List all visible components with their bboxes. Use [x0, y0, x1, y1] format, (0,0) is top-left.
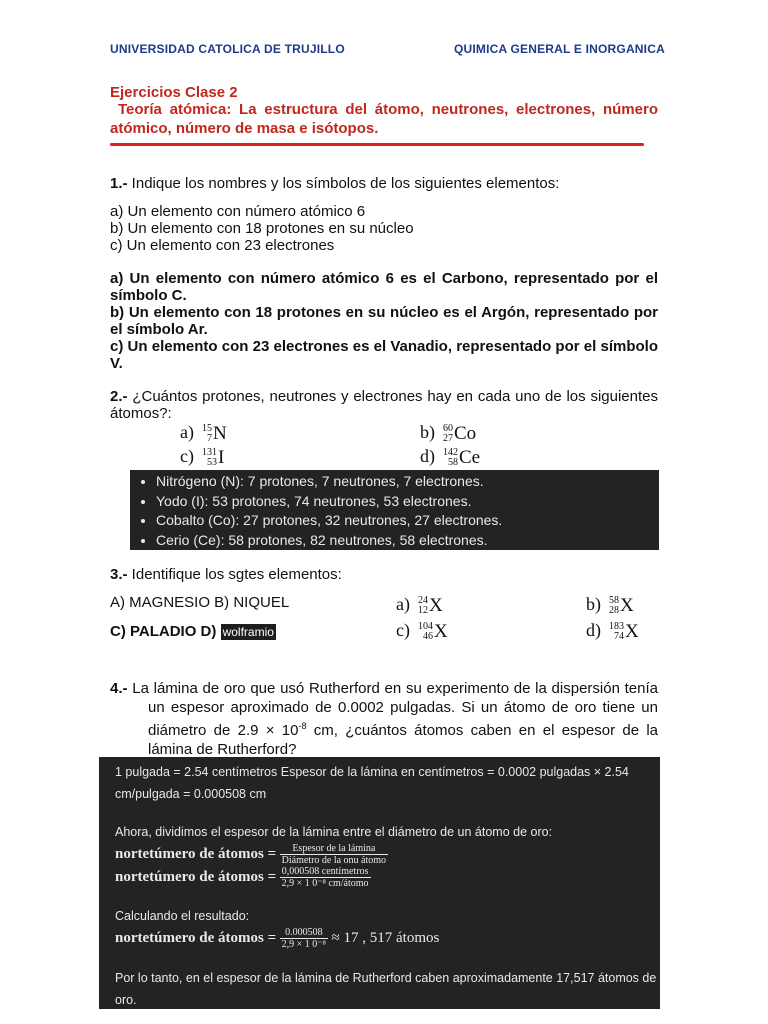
question-2-number: 2.- [110, 388, 128, 405]
list-item: • Cobalto (Co): 27 protones, 32 neutrones, 27 electrones. [156, 511, 659, 531]
atomic-number: 12 [417, 604, 428, 616]
question-3-text: Identifique los sgtes elementos: [127, 566, 342, 583]
question-3-number: 3.- [110, 566, 128, 583]
mass-number: 131 [201, 446, 217, 458]
atom-a [180, 422, 227, 445]
question-3-answer-1: A) MAGNESIO B) NIQUEL [110, 594, 290, 611]
mass-number: 104 [417, 620, 433, 632]
atomic-number: 53 [206, 456, 217, 468]
highlighted-answer: wolframio [222, 625, 274, 639]
question-1-answers [110, 270, 658, 372]
atom-b [586, 594, 634, 617]
question-2-answer-box [130, 470, 659, 550]
page-subtitle: Teoría atómica: La estructura del átomo, neutrones, electrones, número atómico, número de masa e isótopos. [110, 101, 658, 137]
question-1 [110, 175, 559, 192]
mass-number: 142 [443, 446, 458, 458]
list-item: • Nitrógeno (N): 7 protones, 7 neutrones, 7 electrones. [156, 472, 659, 492]
atomic-number: 27 [443, 432, 453, 444]
list-item: • Yodo (I): 53 protones, 74 neutrones, 53 electrones. [156, 492, 659, 512]
question-1-answer: c) Un elemento con 23 electrones es el Vanadio, representado por el símbolo V. [110, 338, 658, 372]
question-4-solution-box [99, 757, 660, 1009]
question-4-text-a: La lámina de oro que usó Rutherford en su experimento de la dispersión tenía un espesor aproximado de 0.0002 pulgadas. Si un átomo de oro tiene un diámetro de 2.9 × 10 [127, 680, 658, 739]
formula-lhs: nortetúmero de átomos = [115, 929, 277, 946]
page-title: Ejercicios Clase 2 [110, 84, 238, 101]
formula-numerator: 0.000508 [280, 927, 328, 939]
question-1-answer: a) Un elemento con número atómico 6 es el Carbono, representado por el símbolo C. [110, 270, 658, 304]
question-3-atoms-image [392, 592, 662, 644]
element-symbol: Ce [459, 446, 481, 468]
atom-label: a) [180, 422, 194, 442]
question-1-answer: b) Un elemento con 18 protones en su núcleo es el Argón, representado por el símbolo Ar. [110, 304, 658, 338]
formula-lhs: nortetúmero de átomos = [115, 845, 277, 862]
solution-line: Calculando el resultado: [115, 909, 250, 923]
title-divider [110, 143, 644, 146]
mass-number: 60 [443, 422, 453, 434]
formula-2 [115, 866, 371, 889]
element-symbol: I [217, 446, 225, 468]
element-symbol: X [620, 594, 634, 616]
atomic-number: 58 [448, 456, 458, 468]
formula-result: ≈ 17 , 517 átomos [331, 929, 440, 946]
element-symbol: N [212, 422, 227, 444]
atom-c [180, 446, 224, 469]
atom-d [420, 446, 480, 469]
atom-label: d) [420, 446, 435, 466]
question-1-number: 1.- [110, 175, 128, 192]
question-4-number: 4.- [110, 680, 128, 697]
element-symbol: X [625, 620, 639, 642]
question-4 [110, 680, 658, 759]
question-2-text: ¿Cuántos protones, neutrones y electrones hay en cada uno de los siguientes átomos?: [110, 388, 658, 422]
formula-denominator: 2,9 × 1 0⁻⁸ cm/átomo [281, 878, 369, 889]
question-1-text: Indique los nombres y los símbolos de los siguientes elementos: [127, 175, 560, 192]
header-right: QUIMICA GENERAL E INORGANICA [454, 42, 665, 56]
formula-lhs: nortetúmero de átomos = [115, 868, 277, 885]
solution-line: oro. [115, 993, 137, 1007]
atomic-number: 46 [422, 630, 433, 642]
formula-denominator: 2,9 × 1 0⁻⁸ [281, 939, 327, 950]
question-1-item: b) Un elemento con 18 protones en su núcleo [110, 220, 414, 237]
atom-d [586, 620, 639, 643]
mass-number: 15 [201, 422, 212, 434]
question-3-answer-text: C) PALADIO D) [110, 623, 217, 640]
atom-label: c) [396, 620, 410, 640]
header-left: UNIVERSIDAD CATOLICA DE TRUJILLO [110, 42, 345, 56]
atom-a [396, 594, 443, 617]
question-1-item: c) Un elemento con 23 electrones [110, 237, 335, 254]
mass-number: 58 [609, 594, 619, 606]
atom-label: b) [420, 422, 435, 442]
atom-label: c) [180, 446, 194, 466]
solution-line: cm/pulgada = 0.000508 cm [115, 787, 267, 801]
question-3-answer-2 [110, 623, 276, 641]
formula-denominator: Diámetro de la onu átomo [281, 855, 387, 866]
element-symbol: X [433, 620, 448, 642]
question-4-exponent: -8 [298, 721, 307, 731]
mass-number: 24 [417, 594, 428, 606]
atom-label: a) [396, 594, 410, 614]
atom-label: d) [586, 620, 601, 640]
question-1-item: a) Un elemento con número atómico 6 [110, 203, 366, 220]
formula-1 [115, 843, 388, 866]
solution-line: 1 pulgada = 2.54 centímetros Espesor de la lámina en centímetros = 0.0002 pulgadas × 2.54 [115, 765, 629, 779]
element-symbol: X [428, 594, 443, 616]
atom-c [396, 620, 448, 643]
mass-number: 183 [609, 620, 624, 632]
question-2 [110, 388, 658, 422]
list-item: • Cerio (Ce): 58 protones, 82 neutrones, 58 electrones. [156, 531, 659, 551]
formula-3 [115, 927, 439, 950]
question-3 [110, 566, 342, 583]
solution-line: Por lo tanto, en el espesor de la lámina de Rutherford caben aproximadamente 17,517 átomos de [115, 971, 657, 985]
atomic-number: 74 [614, 630, 624, 642]
atom-label: b) [586, 594, 601, 614]
formula-numerator: Espesor de la lámina [280, 843, 388, 855]
element-symbol: Co [454, 422, 477, 444]
question-1-items [110, 203, 414, 254]
atom-b [420, 422, 476, 445]
solution-line: Ahora, dividimos el espesor de la lámina entre el diámetro de un átomo de oro: [115, 825, 553, 839]
question-4-text-b: cm, ¿cuántos átomos caben en el espesor de la lámina de Rutherford? [148, 722, 659, 758]
question-2-atoms-image [168, 420, 533, 472]
atomic-number: 28 [609, 604, 619, 616]
formula-numerator: 0,000508 centímetros [280, 866, 371, 878]
atomic-number: 7 [206, 432, 212, 444]
